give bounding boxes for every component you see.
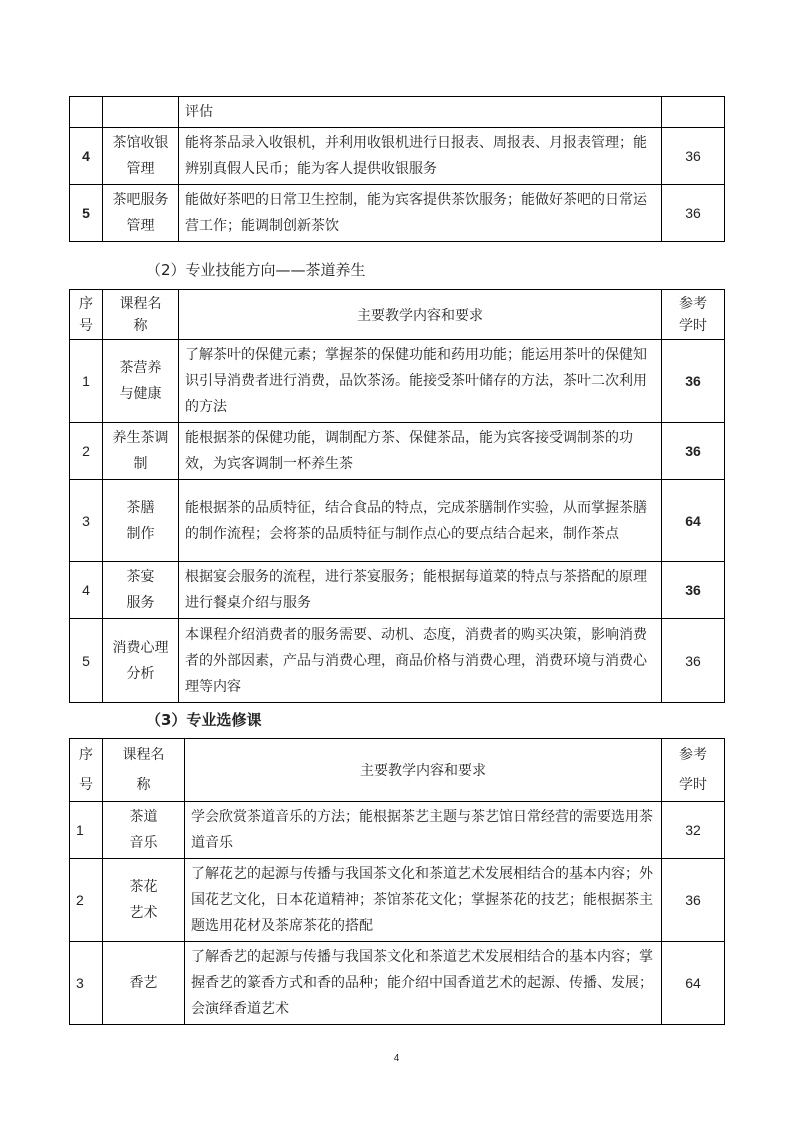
row-number: 1 <box>70 802 103 859</box>
section-heading: （3）专业选修课 <box>146 711 262 729</box>
course-name: 茶吧服务管理 <box>103 185 179 242</box>
course-hours: 64 <box>662 480 725 562</box>
course-content: 能将茶品录入收银机，并利用收银机进行日报表、周报表、月报表管理；能辨别真假人民币；能为客人提供收银服务 <box>179 128 662 185</box>
course-content: 学会欣赏茶道音乐的方法；能根据茶艺主题与茶艺馆日常经营的需要选用茶道音乐 <box>185 802 662 859</box>
table-row <box>70 802 725 859</box>
course-name: 消费心理分析 <box>103 619 179 703</box>
page-number: 4 <box>393 1053 400 1064</box>
header-no: 序号 <box>70 739 103 802</box>
header-content: 主要教学内容和要求 <box>179 290 662 340</box>
course-content: 了解茶叶的保健元素；掌握茶的保健功能和药用功能；能运用茶叶的保健知识引导消费者进行消费，品饮茶汤。能接受茶叶储存的方法，茶叶二次利用的方法 <box>179 340 662 423</box>
course-name: 茶馆收银管理 <box>103 128 179 185</box>
course-hours: 36 <box>662 340 725 423</box>
course-hours: 32 <box>662 802 725 859</box>
header-hours: 参考学时 <box>662 739 725 802</box>
course-content: 了解花艺的起源与传播与我国茶文化和茶道艺术发展相结合的基本内容；外国花艺文化，日本花道精神；茶馆茶花文化；掌握茶花的技艺；能根据茶主题选用花材及茶席茶花的搭配 <box>185 859 662 942</box>
row-number: 4 <box>70 562 103 619</box>
row-number: 5 <box>70 185 103 242</box>
course-name: 养生茶调制 <box>103 423 179 480</box>
table-row <box>70 340 725 423</box>
row-number: 2 <box>70 423 103 480</box>
table-row <box>70 942 725 1025</box>
course-content: 了解香艺的起源与传播与我国茶文化和茶道艺术发展相结合的基本内容；掌握香艺的篆香方式和香的品种；能介绍中国香道艺术的起源、传播、发展；会演绎香道艺术 <box>185 942 662 1025</box>
row-number: 3 <box>70 480 103 562</box>
row-number: 1 <box>70 340 103 423</box>
table-row <box>70 480 725 562</box>
table-row <box>70 423 725 480</box>
course-hours: 36 <box>662 859 725 942</box>
course-hours: 36 <box>662 562 725 619</box>
table-row <box>70 185 725 242</box>
row-number: 2 <box>70 859 103 942</box>
table-row <box>70 97 725 128</box>
course-hours: 36 <box>662 185 725 242</box>
course-name: 茶花艺术 <box>103 859 185 942</box>
course-name <box>103 97 179 128</box>
header-hours: 参考学时 <box>662 290 725 340</box>
course-table-tea-health <box>69 289 725 703</box>
course-content: 能做好茶吧的日常卫生控制，能为宾客提供茶饮服务；能做好茶吧的日常运营工作；能调制创新茶饮 <box>179 185 662 242</box>
course-name: 茶营养与健康 <box>103 340 179 423</box>
course-name: 茶膳制作 <box>103 480 179 562</box>
course-content: 能根据茶的保健功能，调制配方茶、保健茶品，能为宾客接受调制茶的功效，为宾客调制一杯养生茶 <box>179 423 662 480</box>
table-header-row <box>70 290 725 340</box>
course-name: 香艺 <box>103 942 185 1025</box>
course-hours <box>662 97 725 128</box>
table-row <box>70 562 725 619</box>
section-heading: （2）专业技能方向——茶道养生 <box>146 261 366 279</box>
course-name: 茶道音乐 <box>103 802 185 859</box>
table-header-row <box>70 739 725 802</box>
course-hours: 64 <box>662 942 725 1025</box>
header-no: 序号 <box>70 290 103 340</box>
course-hours: 36 <box>662 128 725 185</box>
course-content: 能根据茶的品质特征，结合食品的特点，完成茶膳制作实验，从而掌握茶膳的制作流程；会将茶的品质特征与制作点心的要点结合起来，制作茶点 <box>179 480 662 562</box>
course-content: 根据宴会服务的流程，进行茶宴服务；能根据每道菜的特点与茶搭配的原理进行餐桌介绍与服务 <box>179 562 662 619</box>
table-row <box>70 859 725 942</box>
course-table-electives <box>69 738 725 1025</box>
course-hours: 36 <box>662 423 725 480</box>
row-number <box>70 97 103 128</box>
course-content: 评估 <box>179 97 662 128</box>
table-row <box>70 619 725 703</box>
course-table-continued <box>69 96 725 242</box>
header-content: 主要教学内容和要求 <box>185 739 662 802</box>
row-number: 5 <box>70 619 103 703</box>
header-name: 课程名称 <box>103 290 179 340</box>
course-content: 本课程介绍消费者的服务需要、动机、态度，消费者的购买决策，影响消费者的外部因素，产品与消费心理，商品价格与消费心理，消费环境与消费心理等内容 <box>179 619 662 703</box>
header-name: 课程名称 <box>103 739 185 802</box>
table-row <box>70 128 725 185</box>
course-name: 茶宴服务 <box>103 562 179 619</box>
course-hours: 36 <box>662 619 725 703</box>
row-number: 3 <box>70 942 103 1025</box>
row-number: 4 <box>70 128 103 185</box>
